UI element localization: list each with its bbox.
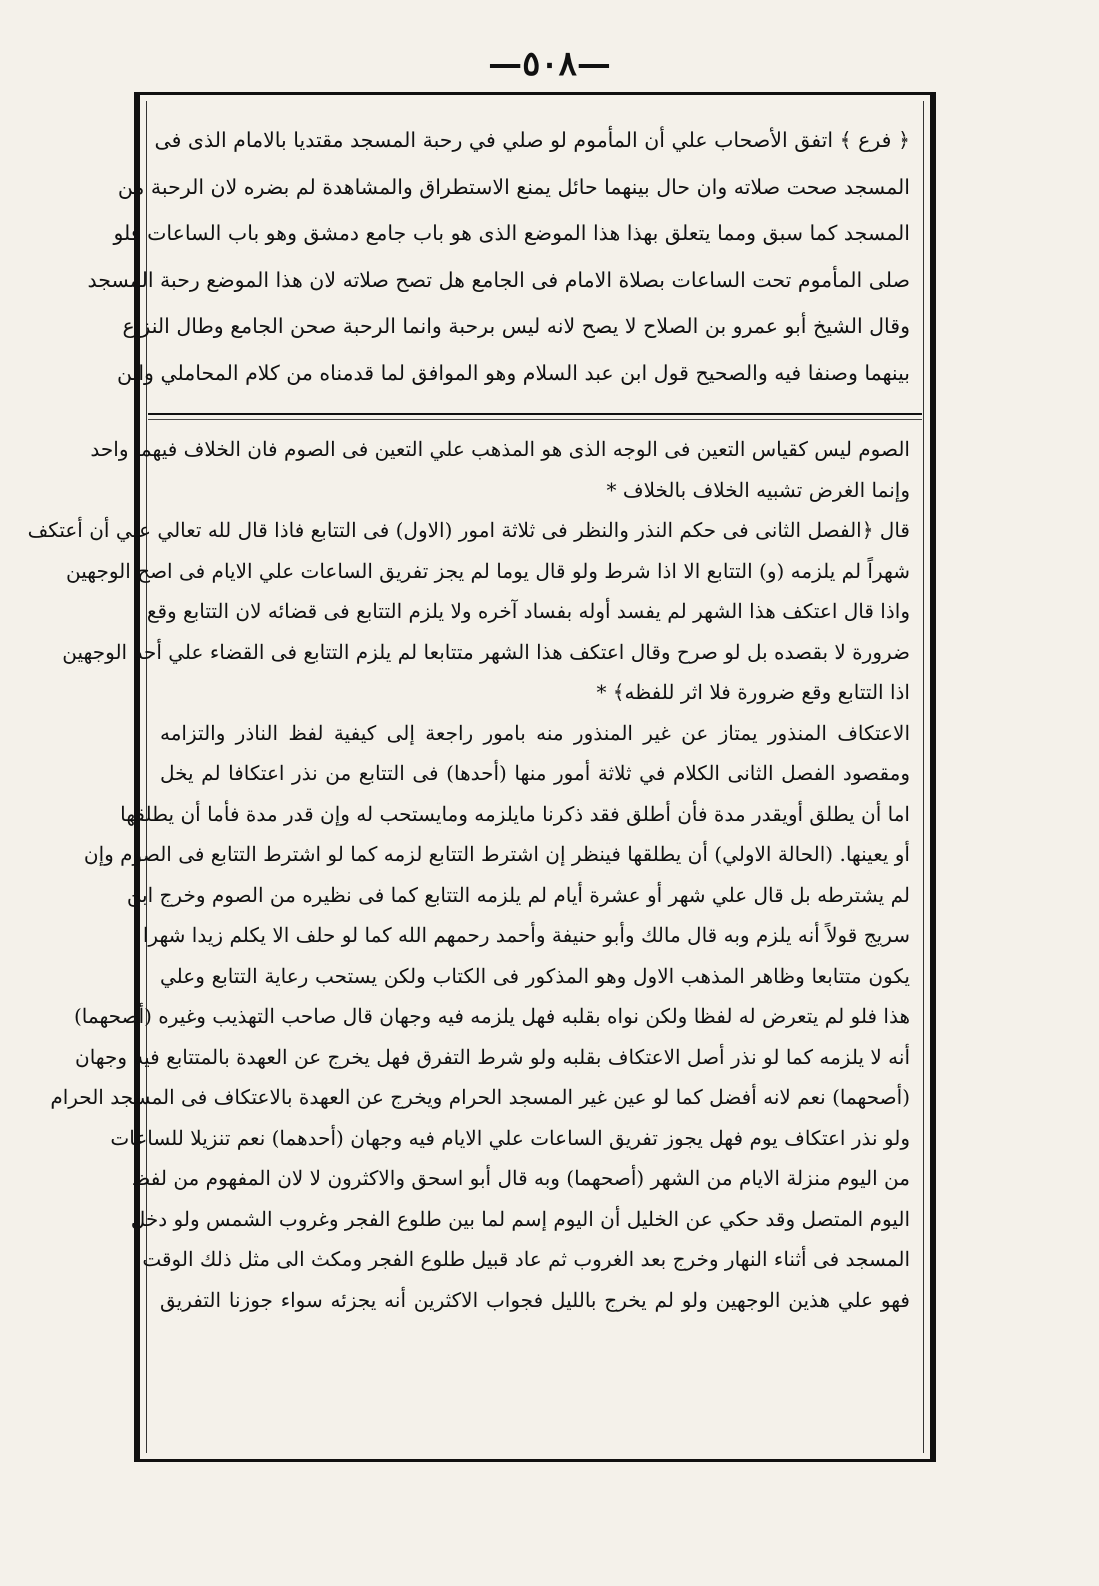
bottom-line-1: الصوم ليس كقياس التعين فى الوجه الذى هو المذهب علي التعين فى الصوم فان الخلاف فيهما واحد	[90, 437, 910, 461]
page-number: —٥٠٨—	[488, 44, 611, 84]
bottom-line-11: أو يعينها. (الحالة الاولي) أن يطلقها فينظر إن اشترط التتابع لزمه كما لو اشترط التتابع فى الصوم وإن	[83, 842, 910, 866]
bottom-line-18: ولو نذر اعتكاف يوم فهل يجوز تفريق الساعات علي الايام فيه وجهان (أحدهما) نعم تنزيلا للساعات	[110, 1125, 910, 1150]
top-line-3: المسجد كما سبق ومما يتعلق بهذا هذا الموضع الذى هو باب جامع دمشق وهو باب الساعات فلو	[113, 221, 910, 245]
top-line-2: المسجد صحت صلاته وان حال بينهما حائل يمنع الاستطراق والمشاهدة لم بضره لان الرحبة من	[117, 174, 910, 199]
bottom-line-10: اما أن يطلق أويقدر مدة فأن أطلق فقد ذكرنا مايلزمه ومايستحب له وإن قدر مدة فأما أن يطلقها	[120, 801, 910, 826]
top-line-6: بينهما وصنفا فيه والصحيح قول ابن عبد السلام وهو الموافق لما قدمناه من كلام المحاملي وابن	[117, 360, 910, 385]
bottom-line-22: فهو علي هذين الوجهين ولو لم يخرج بالليل فجواب الاكثرين أنه يجزئه سواء جوزنا التفريق	[160, 1287, 910, 1312]
bottom-line-2: وإنما الغرض تشبيه الخلاف بالخلاف *	[606, 477, 910, 502]
bottom-line-9: ومقصود الفصل الثانى الكلام في ثلاثة أمور منها (أحدها) فى التتابع من نذر اعتكافا لم يخل	[160, 761, 910, 785]
bottom-line-16: أنه لا يلزمه كما لو نذر أصل الاعتكاف بقلبه ولو شرط التفرق فهل يخرج عن العهدة بالمتتابع فيه وجهان	[75, 1044, 910, 1069]
bottom-line-15: هذا فلو لم يتعرض له لفظا ولكن نواه بقلبه فهل يلزمه فيه وجهان قال صاحب التهذيب وغيره (أصحهما)	[74, 1004, 910, 1028]
bottom-line-7: اذا التتابع وقع ضرورة فلا اثر للفظه﴾ *	[596, 680, 910, 704]
bottom-line-13: سريج قولاً أنه يلزم وبه قال مالك وأبو حنيفة وأحمد رحمهم الله كما لو حلف الا يكلم زيدا شهرا	[142, 923, 910, 947]
bottom-line-3: قال ﴿الفصل الثانى فى حكم النذر والنظر فى ثلاثة امور (الاول) فى التتابع فاذا قال لله تعالي علي أن أعتكف	[27, 518, 910, 542]
bottom-line-14: يكون متتابعا وظاهر المذهب الاول وهو المذكور فى الكتاب ولكن يستحب رعاية التتابع وعلي	[160, 963, 910, 988]
bottom-line-20: اليوم المتصل وقد حكي عن الخليل أن اليوم إسم لما بين طلوع الفجر وغروب الشمس ولو دخل	[130, 1206, 910, 1231]
section-divider-thin	[148, 419, 922, 420]
page-frame	[27, 92, 936, 1462]
bottom-line-19: من اليوم منزلة الايام من الشهر (أصحهما) وبه قال أبو اسحق والاكثرون لا لان المفهوم من لفظ	[131, 1166, 910, 1190]
top-line-5: وقال الشيخ أبو عمرو بن الصلاح لا يصح لانه ليس برحبة وانما الرحبة صحن الجامع وطال النزاع	[122, 314, 910, 338]
bottom-line-4: شهراً لم يلزمه (و) التتابع الا اذا شرط ولو قال يوما لم يجز تفريق الساعات علي الايام فى اصح الوجهين	[65, 558, 910, 583]
bottom-line-12: لم يشترطه بل قال علي شهر أو عشرة أيام لم يلزمه التتابع كما فى نظيره من الصوم وخرج ابن	[126, 882, 910, 907]
bottom-text-block	[27, 429, 910, 1449]
bottom-line-21: المسجد فى أثناء النهار وخرج بعد الغروب ثم عاد قبيل طلوع الفجر ومكث الى مثل ذلك الوقت	[142, 1247, 910, 1271]
top-line-1: ﴿ فرع ﴾ اتفق الأصحاب علي أن المأموم لو صلي في رحبة المسجد مقتديا بالامام الذى فى	[154, 128, 910, 152]
bottom-line-8: الاعتكاف المنذور يمتاز عن غير المنذور منه بامور راجعة إلى كيفية لفظ الناذر والتزامه	[160, 720, 910, 745]
top-text-block	[87, 117, 910, 407]
bottom-line-6: ضرورة لا بقصده بل لو صرح وقال اعتكف هذا الشهر متتابعا لم يلزم التتابع فى القضاء علي أحد الوجهين	[62, 639, 910, 664]
bottom-line-17: (أصحهما) نعم لانه أفضل كما لو عين غير المسجد الحرام ويخرج عن العهدة بالاعتكاف فى المسجد الحرام	[50, 1085, 910, 1109]
top-line-4: صلى المأموم تحت الساعات بصلاة الامام فى الجامع هل تصح صلاته لان هذا الموضع رحبة المسجد	[87, 267, 910, 292]
section-divider	[148, 413, 922, 415]
bottom-line-5: واذا قال اعتكف هذا الشهر لم يفسد أوله بفساد آخره ولا يلزم التتابع فى قضائه لان التتابع وقع	[146, 599, 910, 623]
